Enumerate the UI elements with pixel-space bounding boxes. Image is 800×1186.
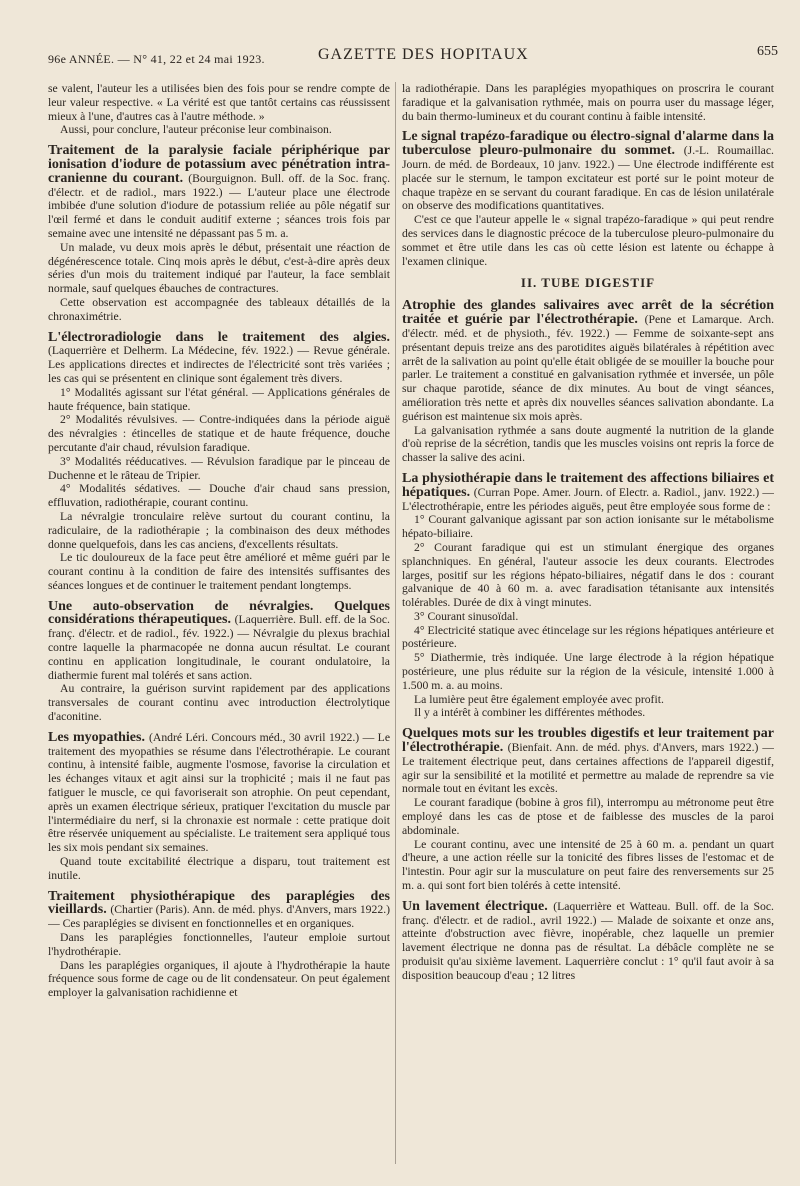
article-paragraph: 1° Modalités agissant sur l'état général. — Applications générales de haute fréquence, bain statique.	[48, 385, 390, 413]
article-reference: (Curran Pope. Amer. Journ. of Electr. a. Radiol., janv. 1922.)	[473, 485, 763, 499]
paragraph-text: — L'auteur place une électrode imbibée d'une solution d'iodure de potassium reliée au pôle négatif sur l'œil fermé et dans le conduit auditif externe ; séances trois fois par semaine avec une intensité ne dépassant pas 5 m. a.	[48, 185, 390, 240]
article-title: Un lavement électrique.	[402, 898, 554, 914]
article-paragraph: 5° Diathermie, très indiquée. Une large électrode à la région hépatique postérieure, une plus réduite sur la région de la vésicule, intensité 1.000 à 1.500 m. a. au moins.	[402, 651, 774, 692]
paragraph-text: — Ces paraplégies se divisent en fonctionnelles et en organiques.	[48, 917, 355, 931]
article-paragraph: Cette observation est accompagnée des tableaux détaillés de la chronaximétrie.	[48, 295, 390, 323]
article-paragraph: Un malade, vu deux mois après le début, présentait une réaction de dégénérescence totale. Cinq mois après le début, c'est-à-dire après deux séries d'un mois du traitement indiqué par l'auteur, la face semblait normale, sauf quelques ébauches de contractures.	[48, 240, 390, 296]
paragraph-text: — Malade de soixante et onze ans, atteinte d'obstruction avec fièvre, inopérable, chez laquelle un premier lavement électrique ne donna pas de résultat. La débâcle complète ne se produisit qu'au sixième lavement. Laquerrière conclut : 1° qu'il faut avoir à sa disposition beaucoup d'eau ; 12 litres	[402, 913, 774, 982]
article-block	[48, 82, 390, 137]
article-paragraph	[402, 472, 774, 513]
article-title: Les myopathies.	[48, 729, 149, 745]
column-divider	[395, 82, 396, 1164]
article-reference: (J.-L. Roumaillac. Journ. de méd. de Bordeaux, 10 janv. 1922.)	[402, 144, 774, 171]
article-paragraph: Le courant continu, avec une intensité de 25 à 60 m. a. pendant un quart d'heure, a une action réelle sur la tonicité des fibres lisses de l'estomac et de l'intestin. Pour agir sur la musculature on peut faire des renversements sur 25 m. a. qui sont fort bien tolérés à cette intensité.	[402, 837, 774, 893]
paragraph-text: — L'électrothérapie, entre les périodes aiguës, peut être employée sous forme de :	[402, 485, 774, 513]
article-paragraph: la radiothérapie. Dans les paraplégies myopathiques on proscrira le courant faradique et la galvanisation rythmée, mais on pourra user du massage léger, du bain thermo-lumineux et du courant continu à faible intensité.	[402, 82, 774, 123]
article-paragraph: Le tic douloureux de la face peut être amélioré et même guéri par le courant continu à la condition de faire des intensités suffisantes des séances longues et de continuer le traitement pendant longtemps.	[48, 551, 390, 592]
article-paragraph: 2° Courant faradique qui est un stimulant énergique des organes splanchniques. En général, l'auteur associe les deux courants. Electrodes larges, positif sur les régions hépato-biliaires, négatif dans le dos : courant galvanique de 40 à 60 m. a. avec faradisation tétanisante aux intensités tolérables. Durée de dix à vingt minutes.	[402, 540, 774, 610]
page-number: 655	[757, 44, 778, 59]
article-title: Traitement physiothérapique des paraplégies des vieillards.	[48, 888, 390, 918]
article-paragraph: La névralgie tronculaire relève surtout du courant continu, la radiculaire, de la radiothérapie ; la combinaison des deux méthodes donne quelquefois, dans les cas anciens, d'excellents résultats.	[48, 509, 390, 551]
issue-info: 96e ANNÉE. — N° 41, 22 et 24 mai 1923.	[48, 52, 265, 66]
article-paragraph: La lumière peut être également employée avec profit.	[414, 692, 664, 706]
article-reference: (Laquerrière et Delherm. La Médecine, fév. 1922.)	[48, 344, 298, 358]
article-block	[48, 331, 390, 593]
article-title: L'électroradiologie dans le traitement des algies.	[48, 329, 390, 345]
paragraph-text: — Femme de soixante-sept ans présentant depuis treize ans des parotidites aiguës bilatérales à répétition avec arrêt de la salivation au point qu'elle était obligée de se mouiller la bouche pour parler. Le traitement a constitué en galvanisation rythmée et inversée, un pôle sur chaque parotide, séance de dix minutes. Au bout de vingt séances, amélioration très nette et après dix nouvelles séances salivation abondante. La guérison est maintenue six mois après.	[402, 326, 774, 423]
article-reference: (Laquerrière. Bull. eff. de la Soc. franç. d'électr. et de radiol., fév. 1922.)	[48, 613, 390, 641]
article-reference: (Bourguignon. Bull. off. de la Soc. franç. d'électr. et de radiol., mars 1922.)	[48, 171, 390, 199]
article-paragraph: La galvanisation rythmée a sans doute augmenté la nutrition de la glande d'où reprise de la sécrétion, tandis que les muscles voisins ont repris la force de chasser la salive des acini.	[402, 423, 774, 465]
journal-title: GAZETTE DES HOPITAUX	[318, 46, 529, 63]
article-block	[48, 890, 390, 1000]
article-title: Traitement de la paralysie faciale périphérique par ionisation d'iodure de potassium avec pénétration intra-cranienne du courant.	[48, 143, 390, 186]
article-block	[402, 472, 774, 720]
article-paragraph	[48, 731, 390, 855]
article-paragraph: C'est ce que l'auteur appelle le « signal trapézo-faradique » qui peut rendre des services dans le diagnostic précoce de la tuberculose pleuro-pulmonaire du sommet et être utile dans les cas où cette lésion est latente ou échappe à l'examen clinique.	[402, 213, 774, 268]
article-block	[402, 299, 774, 465]
paragraph-text: — Une électrode indifférente est placée sur le sternum, le tampon excitateur est porté sur le point moteur de chaque trapèze en se servant du courant faradique. En cas de lésion unilatérale on observe des modifications quantitatives.	[402, 157, 774, 213]
article-block	[402, 82, 774, 123]
article-paragraph	[402, 130, 774, 213]
article-paragraph: Le courant faradique (bobine à gros fil), interrompu au métronome peut être employé dans les cas de ptose et de faiblesse des muscles de la paroi abdominale.	[402, 796, 774, 837]
left-column	[48, 82, 390, 1168]
article-block	[402, 900, 774, 983]
paragraph-text: — Revue générale. Les applications directes et indirectes de l'électricité sont très variées ; les cas qui se présentent en clinique sont également très divers.	[48, 344, 390, 385]
article-paragraph: Au contraire, la guérison survint rapidement par des applications transversales de courant continu avec introduction électrolytique d'aconitine.	[48, 682, 390, 724]
article-paragraph: 4° Electricité statique avec étincelage sur les régions hépatiques antérieure et postérieure.	[402, 623, 774, 651]
paragraph-text: — Le traitement des myopathies se résume dans l'électrothérapie. Le courant continu, à intensité faible, augmente l'osmose, favorise la circulation et les échanges vitaux et agit ainsi sur la trophicité ; mais il ne faut pas fatiguer le muscle, ce qui favoriserait son atrophie. On peut cependant, après un examen électrique sérieux, pratiquer l'excitation du muscle par l'intermédiaire du nerf, si la chronaxie est normale : cette pratique doit être réservée uniquement au spécialiste. Le traitement sera appliqué tous les six mois pendant six semaines.	[48, 730, 390, 855]
article-paragraph: 2° Modalités révulsives. — Contre-indiquées dans la période aiguë des névralgies : étincelles de statique et de haute fréquence, douche percutante d'air chaud, révulsion faradique.	[48, 413, 390, 454]
article-paragraph: Quand toute excitabilité électrique a disparu, tout traitement est inutile.	[48, 855, 390, 882]
article-title: Atrophie des glandes salivaires avec arrêt de la sécrétion traitée et guérie par l'électrothérapie.	[402, 298, 774, 328]
article-reference: (Pene et Lamarque. Arch. d'électr. méd. et de physioth., fév. 1922.)	[402, 313, 774, 340]
section-heading: II. TUBE DIGESTIF	[520, 275, 656, 291]
article-paragraph	[48, 890, 390, 931]
article-paragraph: se valent, l'auteur les a utilisées bien des fois pour se rendre compte de leur valeur respective. « La vérité est que tantôt certains cas réussissent mieux à l'une, d'autres cas à l'autre méthode. »	[48, 82, 390, 123]
article-block	[48, 144, 390, 323]
article-block	[48, 731, 390, 883]
article-block	[402, 130, 774, 268]
article-reference: (André Léri. Concours méd., 30 avril 1922.)	[148, 730, 363, 744]
article-paragraph	[48, 331, 390, 386]
article-block	[48, 600, 390, 724]
article-title: La physiothérapie dans le traitement des affections biliaires et hépatiques.	[402, 470, 774, 500]
article-paragraph: 1° Courant galvanique agissant par son action ionisante sur le métabolisme hépato-biliaire.	[402, 513, 774, 541]
running-header	[18, 44, 778, 70]
article-paragraph	[48, 144, 390, 241]
paragraph-text: — Le traitement électrique peut, dans certaines affections de l'appareil digestif, agir sur la sensibilité et la motilité et permettre au malade de reprendre sa vie normale tout en évitant les excès.	[402, 741, 774, 796]
article-paragraph	[402, 299, 774, 423]
article-paragraph: Il y a intérêt à combiner les différentes méthodes.	[414, 706, 646, 720]
article-paragraph: 4° Modalités sédatives. — Douche d'air chaud sans pression, effluvation, radiothérapie, courant continu.	[48, 482, 390, 510]
article-paragraph: 3° Modalités rééducatives. — Révulsion faradique par le pinceau de Duchenne et le râteau de Tripier.	[48, 454, 390, 482]
article-paragraph: Dans les paraplégies fonctionnelles, l'auteur emploie surtout l'hydrothérapie.	[48, 931, 390, 958]
article-paragraph	[48, 600, 390, 683]
article-title: Une auto-observation de névralgies. Quelques considérations thérapeutiques.	[48, 598, 390, 628]
paragraph-text: — Névralgie du plexus brachial contre laquelle la pharmacopée ne donna aucun résultat. Le courant continu en application longitudinale, le courant ondulatoire, la diathermie furent mal tolérés et sans action.	[48, 627, 390, 682]
article-reference: (Chartier (Paris). Ann. de méd. phys. d'Anvers, mars 1922.)	[110, 903, 390, 917]
article-paragraph: Dans les paraplégies organiques, il ajoute à l'hydrothérapie la haute fréquence sous forme de cage ou de lit condensateur. On peut également employer la galvanisation rachidienne et	[48, 958, 390, 1000]
article-title: Le signal trapézo-faradique ou électro-signal d'alarme dans la tuberculose pleuro-pulmonaire du sommet.	[402, 129, 774, 159]
article-reference: (Bienfait. Ann. de méd. phys. d'Anvers, mars 1922.)	[507, 741, 763, 755]
right-column	[402, 82, 774, 1168]
article-title: Quelques mots sur les troubles digestifs et leur traitement par l'électrothérapie.	[402, 726, 774, 756]
article-paragraph	[402, 727, 774, 796]
article-paragraph	[402, 900, 774, 983]
article-reference: (Laquerrière et Watteau. Bull. off. de la Soc. franç. d'électr. et de radiol., avril 1922.)	[402, 899, 774, 927]
article-paragraph: Aussi, pour conclure, l'auteur préconise leur combinaison.	[60, 123, 332, 137]
article-paragraph: 3° Courant sinusoïdal.	[414, 609, 519, 623]
article-block	[402, 727, 774, 893]
